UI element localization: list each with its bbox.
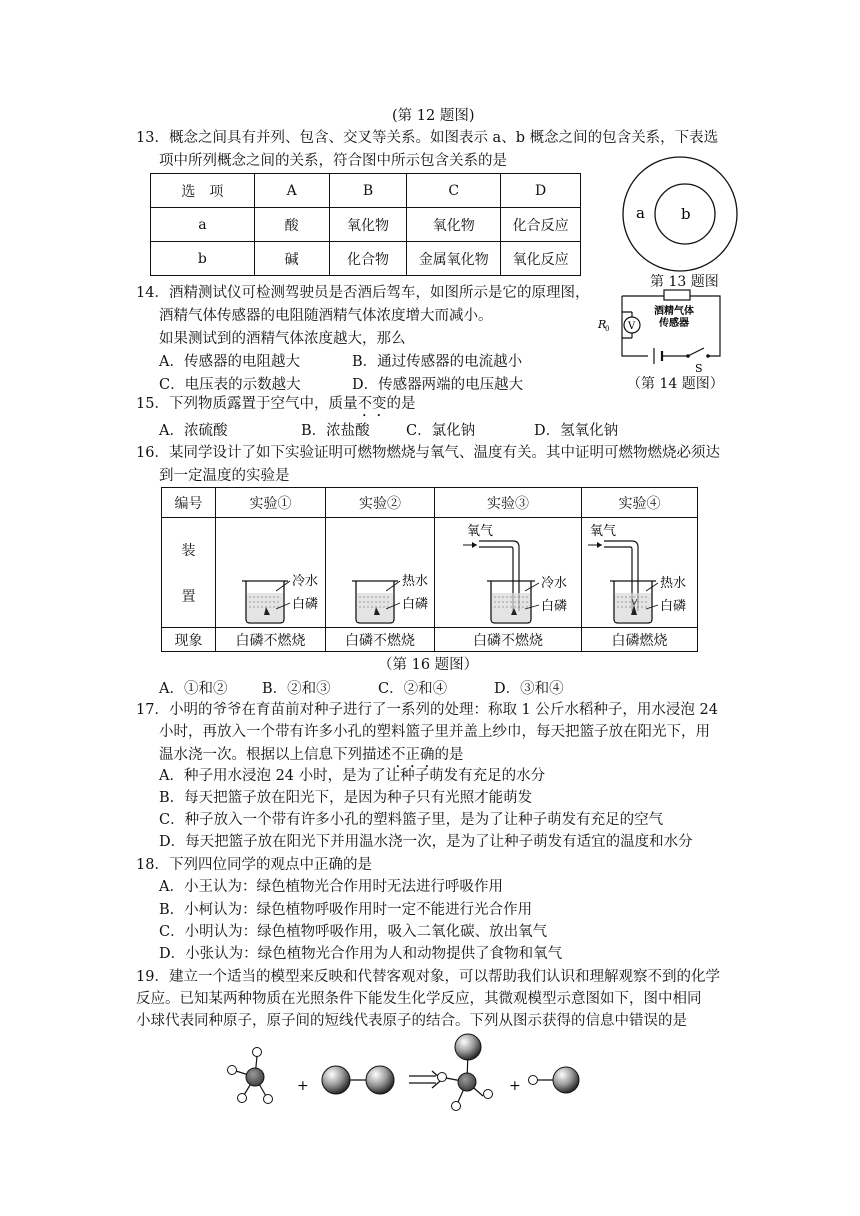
q13-header-cell: C	[407, 174, 501, 208]
q14-option-b: B．通过传感器的电流越小	[352, 354, 523, 370]
beaker-setup-3	[435, 519, 581, 627]
q17-option-d: D．每天把篮子放在阳光下并用温水浇一次，是为了让种子萌发有适宜的温度和水分	[159, 834, 693, 850]
q18-option-b: B．小柯认为：绿色植物呼吸作用时一定不能进行光合作用	[159, 902, 533, 918]
q17-stem-pre: 温水浇一次。根据以上信息下列描述	[159, 747, 391, 763]
q13-cell: 金属氧化物	[407, 242, 501, 276]
voltmeter-label: V	[628, 321, 636, 332]
q16-device-cell-1	[216, 518, 326, 628]
q16-option-c: C．②和④	[378, 681, 448, 697]
fig16-caption: （第 16 题图）	[378, 657, 479, 673]
q17-option-a: A．种子用水浸泡 24 小时，是为了让种子萌发有充足的水分	[159, 768, 546, 784]
fig12-caption: (第 12 题图)	[392, 108, 475, 124]
q14-stem-line1: 14．酒精测试仪可检测驾驶员是否酒后驾车，如图所示是它的原理图，	[136, 285, 590, 301]
q16-option-a: A．①和②	[159, 681, 228, 697]
q17-option-b: B．每天把篮子放在阳光下，是因为种子只有光照才能萌发	[159, 790, 533, 806]
q18-option-d: D．小张认为：绿色植物光合作用为人和动物提供了食物和氧气	[159, 946, 563, 962]
q15-stem-emphasis: 不变	[357, 396, 387, 412]
q13-cell: 氧化反应	[501, 242, 581, 276]
q13-cell: 酸	[254, 208, 329, 242]
plus-sign-2: +	[509, 1078, 521, 1094]
beaker-setup-2	[326, 519, 434, 627]
q16-device-cell-4	[581, 518, 697, 628]
q15-option-b: B．浓盐酸	[301, 423, 370, 439]
q19-stem-line2: 反应。已知某两种物质在光照条件下能发生化学反应，其微观模型示意图如下，图中相同	[136, 991, 702, 1007]
q15-option-c: C．氯化钠	[406, 423, 476, 439]
q16-phenomenon-cell: 白磷不燃烧	[434, 628, 581, 652]
chlorine-molecule	[322, 1066, 394, 1094]
water-label-4: 热水	[659, 575, 686, 591]
q16-header-cell: 编号	[162, 488, 216, 518]
q16-option-d: D．③和④	[494, 681, 564, 697]
q16-phenomenon-cell: 白磷燃烧	[581, 628, 697, 652]
venn-label-b: b	[681, 205, 691, 223]
q18-option-c: C．小明认为：绿色植物呼吸作用，吸入二氧化碳、放出氧气	[159, 924, 548, 940]
q14-option-c: C．电压表的示数越大	[159, 377, 301, 393]
sensor-label-line1: 酒精气体	[654, 306, 694, 317]
q17-stem-post: 的是	[434, 747, 464, 763]
phosphorus-label-3: 白磷	[540, 598, 567, 614]
q15-stem	[136, 394, 415, 420]
r0-subscript: 0	[605, 325, 610, 333]
q14-option-a: A．传感器的电阻越大	[159, 354, 300, 370]
q15-option-d: D．氢氧化钠	[534, 423, 619, 439]
q13-cell: 化合反应	[501, 208, 581, 242]
q19-stem-line3: 小球代表同种原子，原子间的短线代表原子的结合。下列从图示获得的信息中错误的是	[136, 1013, 687, 1029]
water-label-2: 热水	[401, 573, 428, 589]
q13-cell: 碱	[254, 242, 329, 276]
q13-cell: 氧化物	[329, 208, 407, 242]
q18-stem: 18．下列四位同学的观点中正确的是	[136, 857, 372, 873]
q16-header-cell: 实验①	[216, 488, 326, 518]
q17-stem-line2: 小时，再放入一个带有许多小孔的塑料篮子里并盖上纱巾，每天把篮子放在阳光下，用	[159, 724, 710, 740]
q17-stem-line1: 17．小明的爷爷在育苗前对种子进行了一系列的处理：称取 1 公斤水稻种子，用水浸泡 24	[136, 702, 718, 718]
q17-stem-emphasis: 不正确	[391, 747, 435, 763]
phosphorus-label-1: 白磷	[292, 596, 319, 612]
q13-header-cell: A	[254, 174, 329, 208]
q13-stem-line1: 13．概念之间具有并列、包含、交叉等关系。如图表示 a、b 概念之间的包含关系，下表选	[136, 130, 719, 146]
q13-cell: b	[151, 242, 255, 276]
r0-label: R	[598, 318, 607, 331]
fig13-caption: 第 13 题图	[650, 274, 719, 290]
phosphorus-label-2: 白磷	[401, 596, 428, 612]
q16-header-cell: 实验④	[581, 488, 697, 518]
beaker-setup-4	[582, 519, 697, 627]
q16-stem-line1: 16．某同学设计了如下实验证明可燃物燃烧与氧气、温度有关。其中证明可燃物燃烧必须达	[136, 445, 720, 461]
q14-stem-line2: 酒精气体传感器的电阻随酒精气体浓度增大而减小。	[159, 308, 493, 324]
q16-table	[161, 487, 698, 652]
q16-phenomenon-label: 现象	[162, 628, 216, 652]
plus-sign-1: +	[297, 1078, 309, 1094]
q16-phenomenon-cell: 白磷不燃烧	[325, 628, 434, 652]
water-label-1: 冷水	[292, 573, 319, 589]
sensor-label-line2: 传感器	[659, 318, 689, 329]
q17-option-c: C．种子放入一个带有许多小孔的塑料篮子里，是为了让种子萌发有充足的空气	[159, 812, 664, 828]
q13-header-cell: 选 项	[151, 174, 255, 208]
methane-molecule	[228, 1048, 273, 1104]
q13-cell: a	[151, 208, 255, 242]
q14-stem-line3: 如果测试到的酒精气体浓度越大，那么	[159, 331, 406, 347]
q13-header-cell: D	[501, 174, 581, 208]
reaction-arrow-icon	[409, 1071, 442, 1088]
q15-stem-pre: 15．下列物质露置于空气中，质量	[136, 396, 358, 412]
q13-stem-line2: 项中所列概念之间的关系，符合图中所示包含关系的是	[159, 153, 507, 169]
q16-device-cell-2	[325, 518, 434, 628]
q16-stem-line2: 到一定温度的实验是	[159, 468, 290, 484]
water-label-3: 冷水	[540, 575, 567, 591]
q13-cell: 氧化物	[407, 208, 501, 242]
hydrogen-chloride-molecule	[529, 1067, 580, 1093]
q19-stem-line1: 19．建立一个适当的模型来反映和代替客观对象，可以帮助我们认识和理解观察不到的化学	[136, 969, 720, 985]
q15-stem-post: 的是	[386, 396, 416, 412]
fig14-caption: （第 14 题图）	[627, 376, 724, 392]
q16-header-cell: 实验③	[434, 488, 581, 518]
q16-header-cell: 实验②	[325, 488, 434, 518]
device-label-2: 置	[181, 588, 196, 605]
q16-device-label-cell	[162, 518, 216, 628]
chloromethane-molecule	[438, 1034, 493, 1111]
q19-reaction-model	[220, 1030, 600, 1122]
oxygen-label-3: 氧气	[466, 523, 493, 539]
q13-cell: 化合物	[329, 242, 407, 276]
oxygen-label-4: 氧气	[589, 523, 616, 539]
device-label-1: 装	[181, 542, 196, 559]
venn-label-a: a	[636, 204, 645, 222]
q13-header-cell: B	[329, 174, 407, 208]
q15-option-a: A．浓硫酸	[159, 423, 228, 439]
switch-label: S	[695, 362, 703, 375]
q16-device-cell-3	[434, 518, 581, 628]
q18-option-a: A．小王认为：绿色植物光合作用时无法进行呼吸作用	[159, 879, 503, 895]
phosphorus-label-4: 白磷	[659, 598, 686, 614]
q16-phenomenon-cell: 白磷不燃烧	[216, 628, 326, 652]
q13-table	[150, 173, 581, 276]
beaker-setup-1	[216, 519, 324, 627]
q13-venn-diagram	[620, 154, 740, 274]
q14-circuit-diagram	[592, 288, 732, 380]
q14-option-d: D．传感器两端的电压越大	[352, 377, 524, 393]
q16-option-b: B．②和③	[262, 681, 331, 697]
